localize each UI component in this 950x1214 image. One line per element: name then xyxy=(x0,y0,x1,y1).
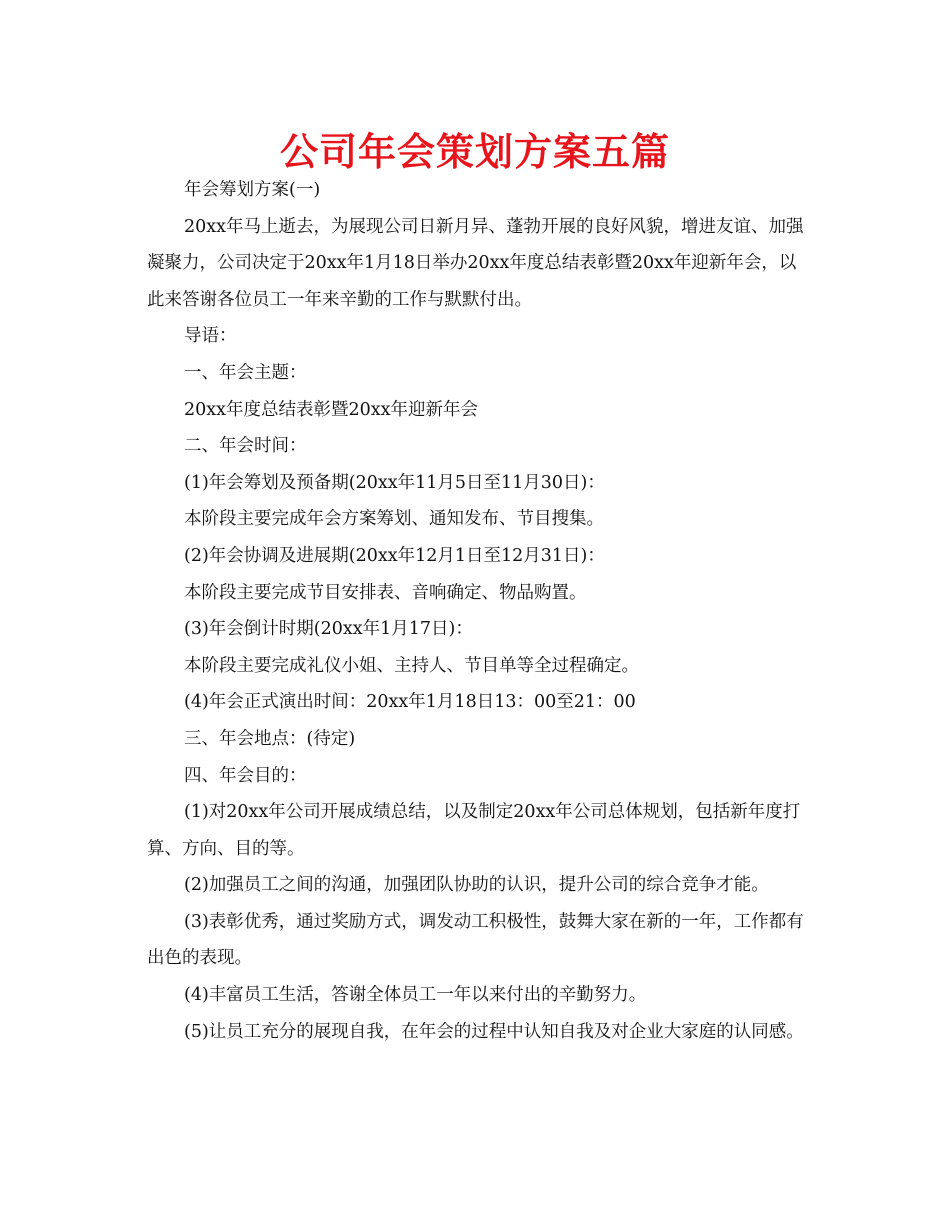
purpose-item: (3)表彰优秀，通过奖励方式，调发动工积极性，鼓舞大家在新的一年，工作都有出色的表现。 xyxy=(147,911,804,969)
document-body xyxy=(147,172,811,1050)
time-item: (2)年会协调及进展期(20xx年12月1日至12月31日)： xyxy=(184,545,605,566)
purpose-item: (1)对20xx年公司开展成绩总结，以及制定20xx年公司总体规划，包括新年度打算、方向、目的等。 xyxy=(147,802,801,859)
time-item-detail: 本阶段主要完成节目安排表、音响确定、物品购置。 xyxy=(184,582,587,603)
time-item: (3)年会倒计时期(20xx年1月17日)： xyxy=(184,619,473,640)
lead-label: 导语： xyxy=(184,326,237,347)
purpose-item: (4)丰富员工生活，答谢全体员工一年以来付出的辛勤努力。 xyxy=(184,985,647,1006)
theme-heading: 一、年会主题： xyxy=(184,362,307,383)
theme-text: 20xx年度总结表彰暨20xx年迎新年会 xyxy=(184,399,479,420)
time-item: (4)年会正式演出时间：20xx年1月18日13：00至21：00 xyxy=(184,692,636,713)
purpose-item: (5)让员工充分的展现自我，在年会的过程中认知自我及对企业大家庭的认同感。 xyxy=(184,1021,804,1042)
venue-heading: 三、年会地点：(待定) xyxy=(184,728,356,749)
time-item: (1)年会筹划及预备期(20xx年11月5日至11月30日)： xyxy=(184,472,605,493)
purpose-item: (2)加强员工之间的沟通，加强团队协助的认识，提升公司的综合竞争才能。 xyxy=(184,875,769,896)
section-heading: 年会筹划方案(一) xyxy=(184,180,321,200)
intro-paragraph: 20xx年马上逝去，为展现公司日新月异、蓬勃开展的良好风貌，增进友谊、加强凝聚力，公司决定于20xx年1月18日举办20xx年度总结表彰暨20xx年迎新年会，以此来答谢各位员工一年来辛勤的工作与默默付出。 xyxy=(147,216,804,310)
purpose-heading: 四、年会目的： xyxy=(184,765,307,786)
document-title: 公司年会策划方案五篇 xyxy=(279,129,670,174)
time-item-detail: 本阶段主要完成礼仪小姐、主持人、节目单等全过程确定。 xyxy=(184,655,639,676)
time-heading: 二、年会时间： xyxy=(184,436,307,457)
time-item-detail: 本阶段主要完成年会方案筹划、通知发布、节目搜集。 xyxy=(184,509,604,530)
